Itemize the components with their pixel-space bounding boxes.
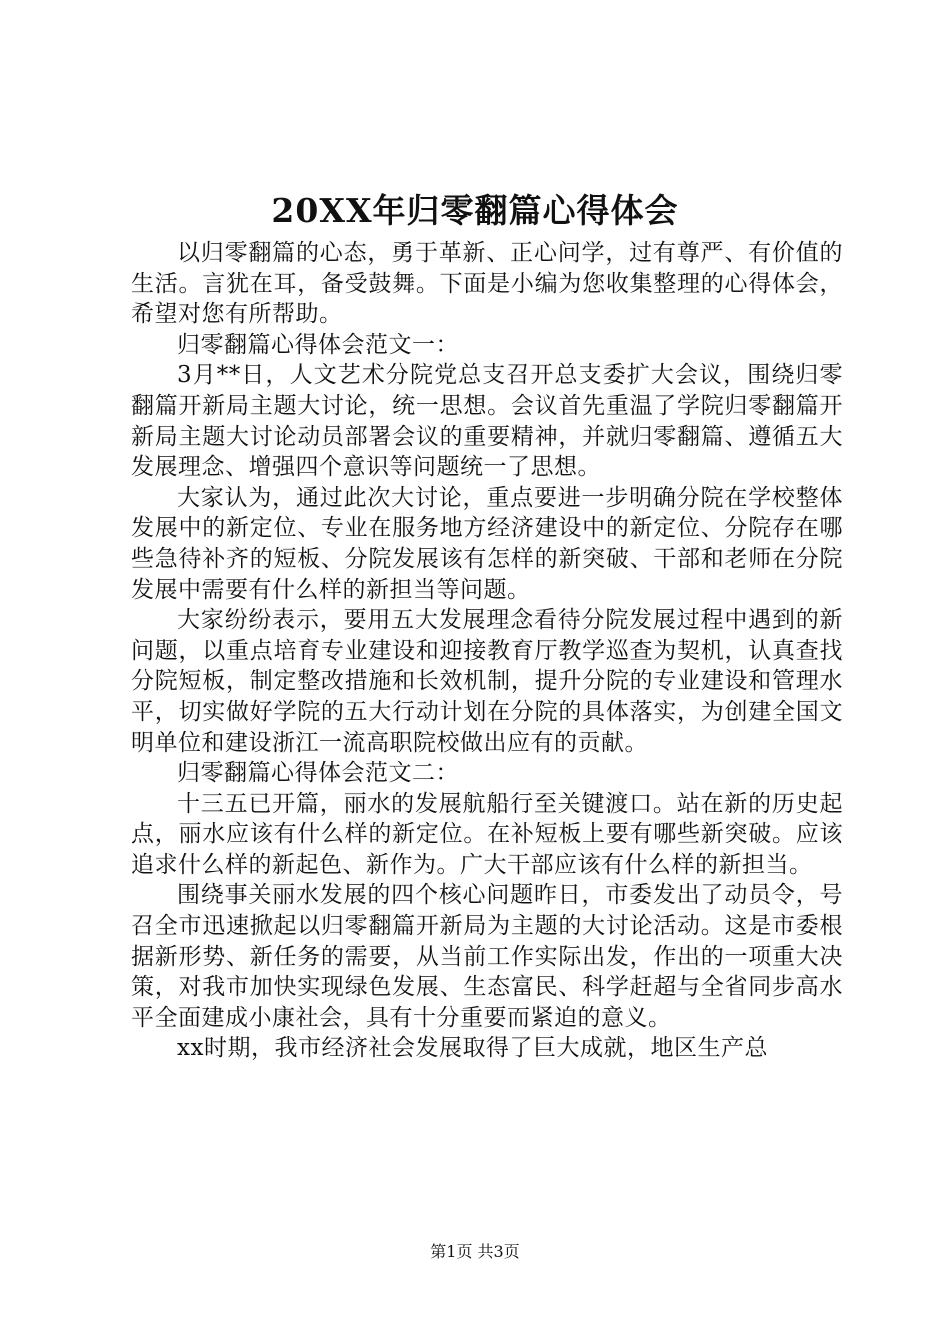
document-body xyxy=(131,238,843,1064)
paragraph: xx时期，我市经济社会发展取得了巨大成就，地区生产总 xyxy=(177,1035,768,1062)
paragraph: 十三五已开篇，丽水的发展航船行至关键渡口。站在新的历史起点，丽水应该有什么样的新定位。在补短板上要有哪些新突破。应该追求什么样的新起色、新作为。广大干部应该有什么样的新担当。 xyxy=(131,790,843,878)
paragraph-heading-example-one: 归零翻篇心得体会范文一： xyxy=(177,331,459,358)
paragraph: 大家纷纷表示，要用五大发展理念看待分院发展过程中遇到的新问题，以重点培育专业建设和迎接教育厅教学巡查为契机，认真查找分院短板，制定整改措施和长效机制，提升分院的专业建设和管理水平，切实做好学院的五大行动计划在分院的具体落实，为创建全国文明单位和建设浙江一流高职院校做出应有的贡献。 xyxy=(131,607,843,756)
paragraph-intro: 以归零翻篇的心态，勇于革新、正心问学，过有尊严、有价值的生活。言犹在耳，备受鼓舞。下面是小编为您收集整理的心得体会，希望对您有所帮助。 xyxy=(131,240,843,328)
page-number-footer: 第1页 共3页 xyxy=(430,1242,520,1261)
paragraph: 围绕事关丽水发展的四个核心问题昨日，市委发出了动员令，号召全市迅速掀起以归零翻篇开新局为主题的大讨论活动。这是市委根据新形势、新任务的需要，从当前工作实际出发，作出的一项重大决策，对我市加快实现绿色发展、生态富民、科学赶超与全省同步高水平全面建成小康社会，具有十分重要而紧迫的意义。 xyxy=(131,882,843,1031)
document-title: 20XX年归零翻篇心得体会 xyxy=(271,191,679,230)
paragraph-heading-example-two: 归零翻篇心得体会范文二： xyxy=(177,760,459,787)
paragraph: 大家认为，通过此次大讨论，重点要进一步明确分院在学校整体发展中的新定位、专业在服务地方经济建设中的新定位、分院存在哪些急待补齐的短板、分院发展该有怎样的新突破、干部和老师在分院发展中需要有什么样的新担当等问题。 xyxy=(131,484,843,603)
paragraph: 3月**日，人文艺术分院党总支召开总支委扩大会议，围绕归零翻篇开新局主题大讨论，统一思想。会议首先重温了学院归零翻篇开新局主题大讨论动员部署会议的重要精神，并就归零翻篇、遵循五大发展理念、增强四个意识等问题统一了思想。 xyxy=(131,362,843,481)
